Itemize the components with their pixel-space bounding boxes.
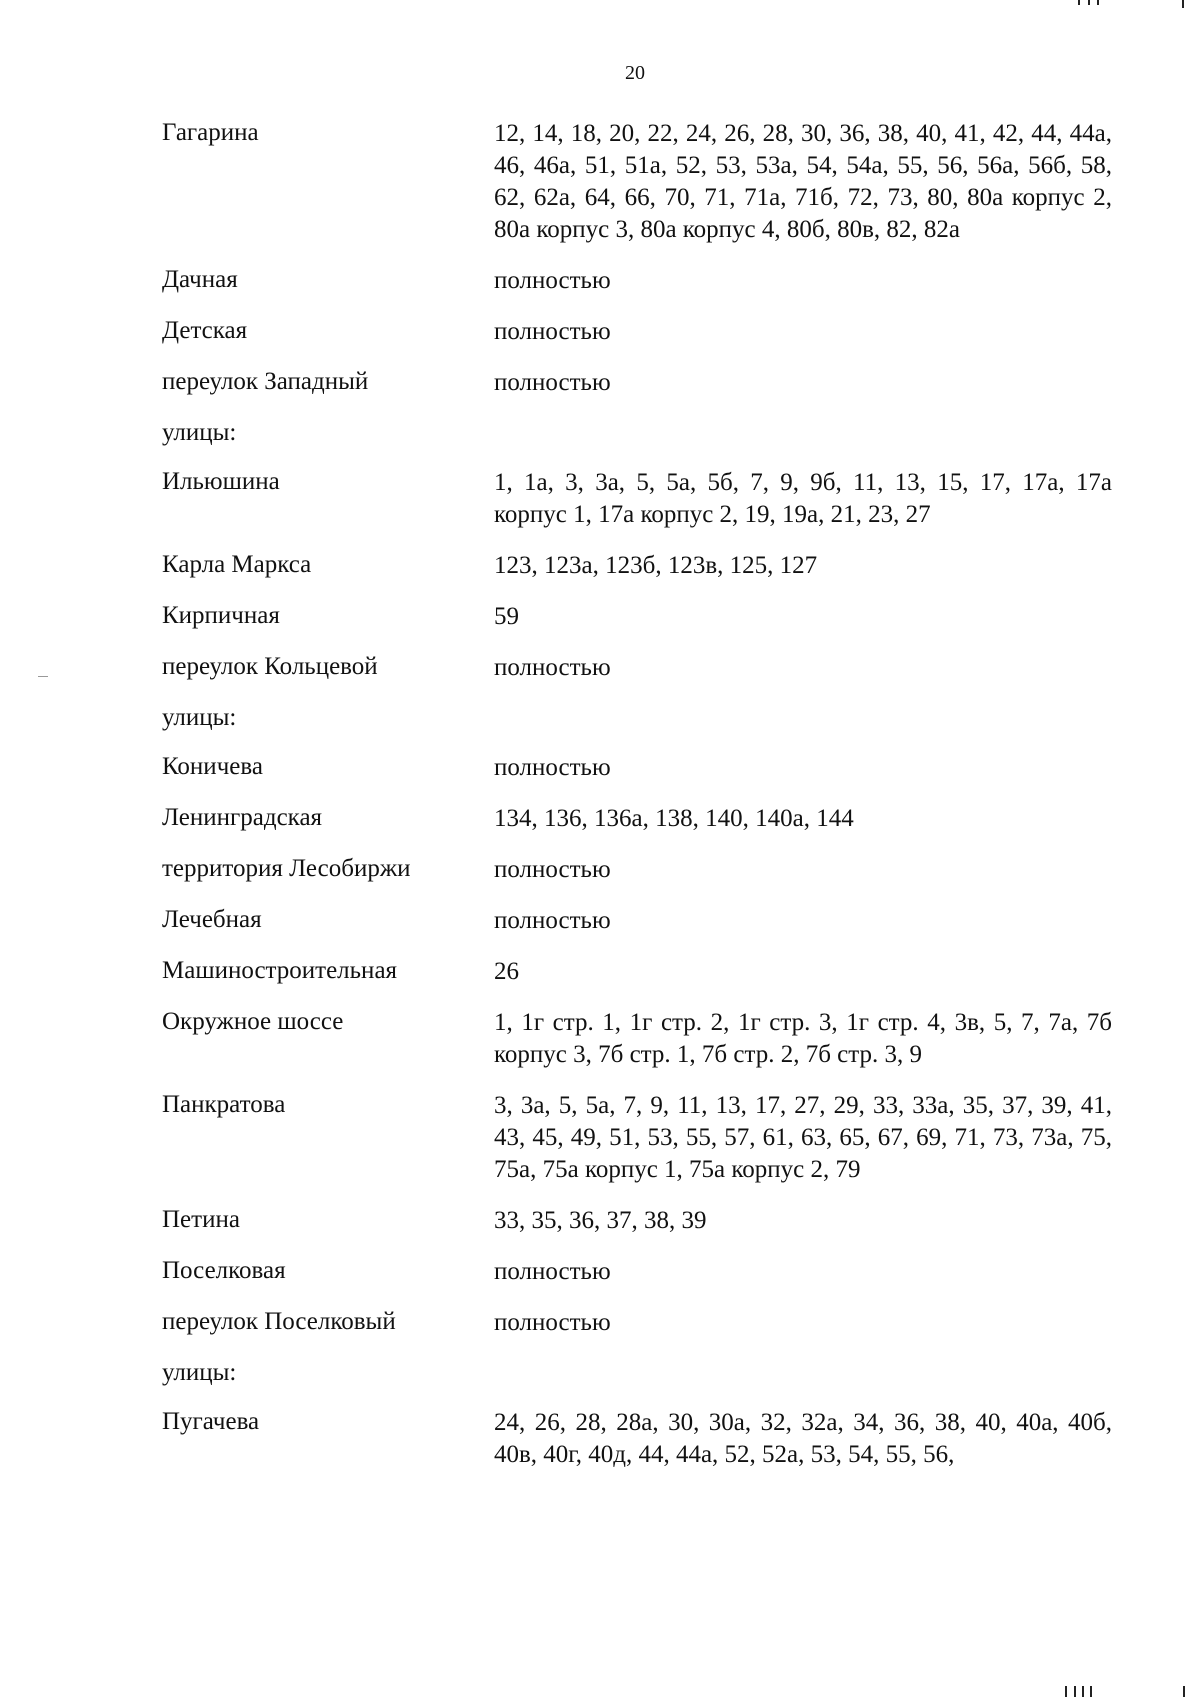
house-numbers: 1, 1г стр. 1, 1г стр. 2, 1г стр. 3, 1г стр. 4, 3в, 5, 7, 7а, 7б корпус 3, 7б стр. 1, 7б стр. 2, 7б стр. 3, 9	[494, 1009, 1112, 1068]
street-row	[162, 1407, 1112, 1471]
house-numbers: полностью	[494, 369, 611, 396]
street-name: Кирпичная	[162, 602, 280, 629]
house-numbers: полностью	[494, 318, 611, 345]
street-name: Лечебная	[162, 906, 262, 933]
scan-mark	[1183, 1686, 1185, 1697]
scan-mark	[1090, 1686, 1092, 1697]
street-row	[162, 1358, 1112, 1388]
house-numbers: 33, 35, 36, 37, 38, 39	[494, 1207, 707, 1234]
street-row	[162, 550, 1112, 582]
house-numbers: 24, 26, 28, 28а, 30, 30а, 32, 32а, 34, 36, 38, 40, 40а, 40б, 40в, 40г, 40д, 44, 44а, 52, 52а, 53, 54, 55, 56,	[494, 1409, 1112, 1468]
house-numbers: 123, 123а, 123б, 123в, 125, 127	[494, 552, 818, 579]
house-numbers: полностью	[494, 1258, 611, 1285]
street-row	[162, 367, 1112, 399]
street-name: переулок Поселковый	[162, 1308, 396, 1335]
house-numbers: полностью	[494, 1309, 611, 1336]
street-name: Поселковая	[162, 1257, 286, 1284]
street-row	[162, 1007, 1112, 1071]
house-numbers: полностью	[494, 654, 611, 681]
scan-mark	[38, 676, 48, 677]
street-name: Машиностроительная	[162, 957, 398, 984]
street-name: Карла Маркса	[162, 551, 312, 578]
street-list	[162, 118, 1112, 1490]
street-name: улицы:	[162, 1359, 237, 1386]
street-name: Ленинградская	[162, 804, 323, 831]
scan-mark	[1078, 0, 1080, 5]
street-name: Ильюшина	[162, 468, 280, 495]
house-numbers: 12, 14, 18, 20, 22, 24, 26, 28, 30, 36, 38, 40, 41, 42, 44, 44а, 46, 46а, 51, 51а, 52, 53, 53а, 54, 54а, 55, 56, 56а, 56б, 58, 62, 62а, 64, 66, 70, 71, 71а, 71б, 72, 73, 80, 80а корпус 2, 80а корпус 3, 80а корпус 4, 80б, 80в, 82, 82а	[494, 120, 1112, 243]
page-number: 20	[625, 62, 645, 84]
street-name: Гагарина	[162, 119, 259, 146]
street-name: Пугачева	[162, 1408, 260, 1435]
street-row	[162, 601, 1112, 633]
house-numbers: 3, 3а, 5, 5а, 7, 9, 11, 13, 17, 27, 29, 33, 33а, 35, 37, 39, 41, 43, 45, 49, 51, 53, 55, 57, 61, 63, 65, 67, 69, 71, 73, 73а, 75, 75а, 75а корпус 1, 75а корпус 2, 79	[494, 1092, 1112, 1183]
street-name: Детская	[162, 317, 248, 344]
street-row	[162, 1256, 1112, 1288]
street-name: улицы:	[162, 419, 237, 446]
street-name: Окружное шоссе	[162, 1008, 344, 1035]
house-numbers: полностью	[494, 856, 611, 883]
street-name: улицы:	[162, 704, 237, 731]
scan-mark	[1082, 1686, 1084, 1697]
scan-mark	[1088, 0, 1090, 5]
house-numbers: 134, 136, 136а, 138, 140, 140а, 144	[494, 805, 854, 832]
house-numbers: 26	[494, 958, 519, 985]
street-name: Коничева	[162, 753, 263, 780]
street-row	[162, 652, 1112, 684]
street-row	[162, 118, 1112, 246]
street-name: переулок Западный	[162, 368, 369, 395]
street-name: Петина	[162, 1206, 240, 1233]
scan-mark	[1065, 1686, 1067, 1697]
house-numbers: полностью	[494, 907, 611, 934]
street-name: Дачная	[162, 266, 238, 293]
street-row	[162, 316, 1112, 348]
street-row	[162, 956, 1112, 988]
street-row	[162, 905, 1112, 937]
scan-mark	[1074, 1686, 1076, 1697]
street-row	[162, 803, 1112, 835]
street-name: территория Лесобиржи	[162, 855, 411, 882]
street-name: переулок Кольцевой	[162, 653, 378, 680]
street-row	[162, 1090, 1112, 1186]
street-name: Панкратова	[162, 1091, 286, 1118]
house-numbers: полностью	[494, 754, 611, 781]
house-numbers: 59	[494, 603, 519, 630]
street-row	[162, 854, 1112, 886]
street-row	[162, 265, 1112, 297]
street-row	[162, 418, 1112, 448]
house-numbers: 1, 1а, 3, 3а, 5, 5а, 5б, 7, 9, 9б, 11, 13, 15, 17, 17а, 17а корпус 1, 17а корпус 2, 19, 19а, 21, 23, 27	[494, 469, 1112, 528]
street-row	[162, 752, 1112, 784]
scan-mark	[1097, 0, 1099, 5]
scan-mark	[1182, 0, 1184, 8]
street-row	[162, 1205, 1112, 1237]
street-row	[162, 703, 1112, 733]
house-numbers: полностью	[494, 267, 611, 294]
street-row	[162, 467, 1112, 531]
street-row	[162, 1307, 1112, 1339]
